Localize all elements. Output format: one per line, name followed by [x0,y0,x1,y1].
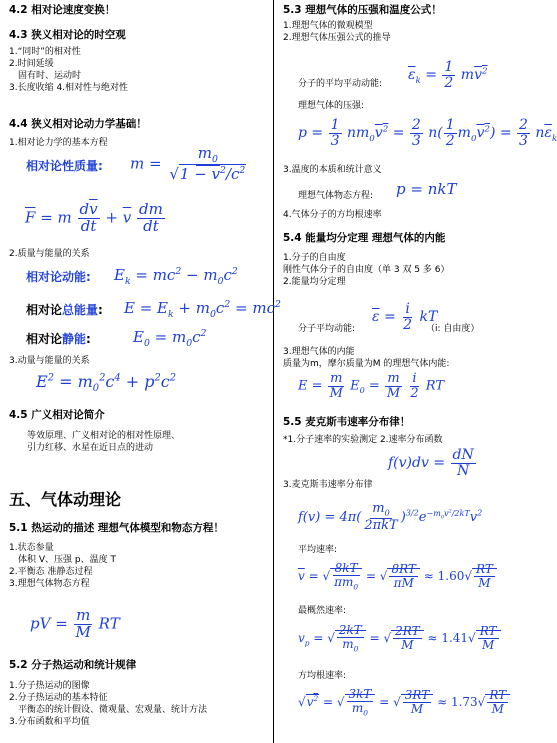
average-speed-formula: $\overline{v}$ = √ $\frac{8kT}{\pi m_0}$ = √ $\frac{8RT}{\pi M}$ ≈ 1.60√ $\frac{RT}{M}$ [298,562,497,591]
rest-energy-label: 相对论静能: [26,332,91,346]
rms-speed-label: 方均根速率: [298,671,347,681]
kinetic-energy-label: 相对论动能: [26,270,91,284]
distribution-function-formula: f(v)dv = $\frac{dN}{N}$ [388,447,474,479]
mean-energy-formula: $\overline{\varepsilon}$ = $\frac{i}{2}$ kT [372,301,438,333]
list-item: 平衡态的统计假设、微观量、宏观量、统计方法 [18,705,208,715]
list-item: 固有时、运动时 [18,71,82,81]
pressure-formula: p = $\frac{1}{3}$ $nm_0v^2$ = $\frac{2}{3}$ n( $\frac{1}{2}$ $m_0v^2$) = $\frac{2}{3}$ $n\overline{\varepsilon}_k$ [298,117,557,149]
rest-energy-formula: $E_0 = m_0c^2$ [133,328,207,349]
list-item: 质量为m，摩尔质量为M 的理想气体内能: [283,359,450,369]
total-energy-formula: $E = E_k + m_0c^2 = mc^2$ [124,299,281,320]
list-item: 引力红移、水星在近日点的进动 [27,443,154,453]
section-5-3-list [283,20,391,44]
section-5-2-list [9,680,207,728]
list-item: 3.理想气体的内能 [283,347,355,357]
section-4-3-list [9,46,128,94]
force-equation: $\overline{F} = m$ $\frac{d\overline{v}}{dt}$ + $\overline{v}$ $\frac{dm}{dt}$ [25,200,163,235]
list-item: 1.分子的自由度 [283,253,346,263]
section-4-5-heading: 4.5 广义相对论简介 [9,409,105,421]
temperature-meaning-label: 3.温度的本质和统计意义 [283,165,382,175]
list-item: 2.能量均分定理 [283,277,346,287]
section-4-5-list [27,430,180,454]
section-5-5-heading: 5.5 麦克斯韦速率分布律！ [283,416,411,428]
state-equation-label: 理想气体物态方程: [298,191,374,201]
total-energy-label: 相对论总能量: [26,303,103,317]
speed-measurement-label: *1.分子速率的实验测定 2.速率分布函数 [283,435,443,445]
most-probable-speed-formula: $v_p$ = √ $\frac{2kT}{m_0}$ = √ $\frac{2RT}{M}$ ≈ 1.41√ $\frac{RT}{M}$ [298,624,501,653]
mean-energy-label: 分子平均动能: [298,324,356,334]
list-item: 2.时间延缓 [9,59,54,69]
mechanics-equation-label: 1.相对论力学的基本方程 [9,138,108,148]
relativistic-mass-label: 相对论性质量: [26,159,103,173]
list-item: 1.状态参量 [9,543,54,553]
list-item: 3.理想气体物态方程 [9,579,90,589]
kinetic-energy-formula: $E_k = mc^2 - m_0c^2$ [114,266,238,287]
mean-kinetic-energy-label: 分子的平均平动动能: [298,79,383,89]
list-item: 1.分子热运动的图像 [9,681,90,691]
section-5-1-list [9,542,116,590]
column-divider [273,0,274,743]
section-5-1-heading: 5.1 热运动的描述 理想气体模型和物态方程！ [9,522,224,534]
p-nkt-formula: p = nkT [396,180,457,198]
list-item: 刚性气体分子的自由度（单 3 双 5 多 6） [283,265,450,275]
list-item: 2.分子热运动的基本特征 [9,693,108,703]
average-speed-label: 平均速率: [298,545,338,555]
section-4-4-heading: 4.4 狭义相对论动力学基础！ [9,118,147,130]
section-5-2-heading: 5.2 分子热运动和统计规律 [9,659,137,671]
most-probable-speed-label: 最概然速率: [298,606,347,616]
section-5-4-list [283,252,449,288]
list-item: 2.平衡态 准静态过程 [9,567,93,577]
momentum-energy-label: 3.动量与能量的关系 [9,356,90,366]
degree-of-freedom-note: （i: 自由度） [426,324,480,334]
rms-speed-formula: $√v^2$ = √ $\frac{3kT}{m_0}$ = √ $\frac{3RT}{M}$ ≈ 1.73√ $\frac{RT}{M}$ [298,688,510,717]
list-item: 等效原理、广义相对论的相对性原理、 [27,431,181,441]
internal-energy-formula: E = $\frac{m}{M}$ $E_0$ = $\frac{m}{M}$ $\frac{i}{2}$ RT [298,371,444,401]
section-5-3-heading: 5.3 理想气体的压强和温度公式！ [283,4,442,16]
right-column [278,0,557,743]
momentum-energy-formula: $E^2 = m_0^2c^4 + p^2c^2$ [36,372,177,395]
mean-kinetic-energy-formula: $\overline{\varepsilon}_k$ = $\frac{1}{2}$ $mv^2$ [408,59,488,91]
relativistic-mass-formula: m = $\frac{m_0}{√1 - v^2/c^2}$ [130,144,246,183]
rms-speed-topic: 4.气体分子的方均根速率 [283,210,382,220]
ideal-gas-state-equation: pV = $\frac{m}{M}$ RT [30,606,120,641]
maxwell-distribution-formula: f(v) = 4π( $\frac{m_0}{\text{2πkT}}$ )$^{3/2}e^{-m_0v^2/2kT}v^2$ [298,501,483,534]
pressure-label: 理想气体的压强: [298,101,365,111]
list-item: 3.长度收缩 4.相对性与绝对性 [9,83,129,93]
list-item: 1.理想气体的微观模型 [283,21,373,31]
section-4-2-heading: 4.2 相对论速度变换！ [9,4,116,16]
mass-energy-relation-label: 2.质量与能量的关系 [9,249,90,259]
section-5-4-heading: 5.4 能量均分定理 理想气体的内能 [283,232,446,244]
chapter-5-heading: 五、气体动理论 [9,490,122,509]
list-item: 1.“同时”的相对性 [9,47,81,57]
list-item: 体积 V、压强 p、温度 T [18,555,116,565]
list-item: 3.分布函数和平均值 [9,717,90,727]
maxwell-law-label: 3.麦克斯韦速率分布律 [283,480,373,490]
list-item: 2.理想气体压强公式的推导 [283,33,391,43]
section-4-3-heading: 4.3 狭义相对论的时空观 [9,29,126,41]
internal-energy-list [283,346,449,370]
